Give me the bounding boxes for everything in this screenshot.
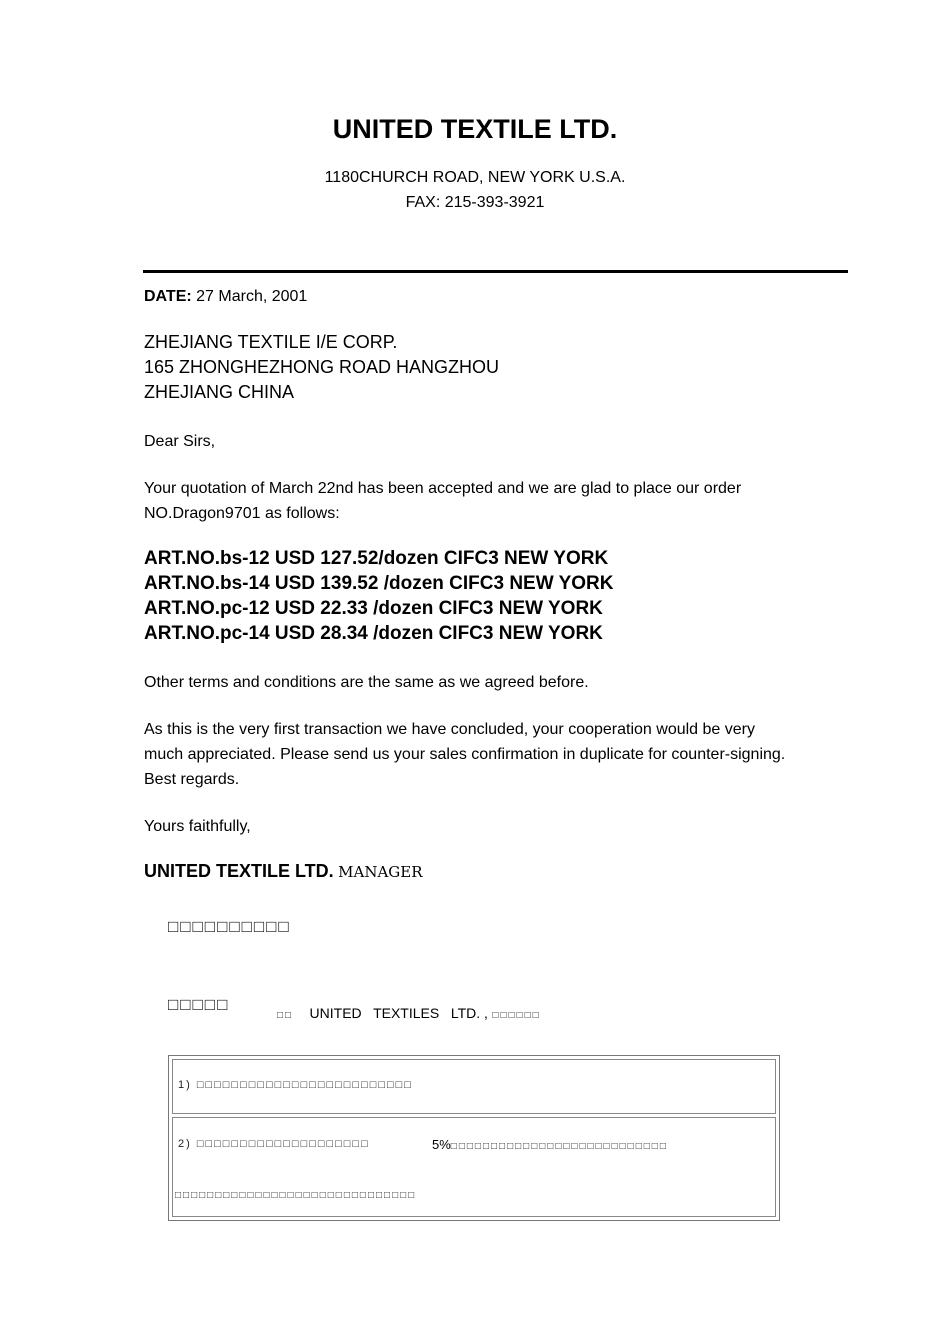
signature-company: UNITED TEXTILE LTD. bbox=[144, 861, 334, 881]
article-line: ART.NO.bs-12 USD 127.52/dozen CIFC3 NEW YORK bbox=[144, 548, 609, 569]
company-address: 1180CHURCH ROAD, NEW YORK U.S.A. bbox=[324, 169, 626, 186]
recipient-line-1: ZHEJIANG TEXTILE I/E CORP. bbox=[144, 332, 398, 352]
translation-label: □□□□□ bbox=[168, 995, 230, 1014]
translation-company: UNITED TEXTILES LTD. , bbox=[309, 1005, 488, 1021]
signature-line bbox=[144, 861, 423, 882]
closing-line-1: As this is the very first transaction we have concluded, your cooperation would be very bbox=[144, 721, 755, 738]
intro-line-1: Your quotation of March 22nd has been accepted and we are glad to place our order bbox=[144, 480, 742, 497]
translation-post: □□□□□□ bbox=[492, 1010, 541, 1021]
recipient-line-3: ZHEJIANG CHINA bbox=[144, 382, 295, 402]
translation-pre: □□ bbox=[277, 1010, 294, 1021]
terms-row-1 bbox=[172, 1059, 776, 1114]
article-line: ART.NO.pc-14 USD 28.34 /dozen CIFC3 NEW YORK bbox=[144, 623, 603, 644]
other-terms: Other terms and conditions are the same as we agreed before. bbox=[144, 674, 589, 691]
terms-row-1-text: 1) □□□□□□□□□□□□□□□□□□□□□□□□□ bbox=[178, 1079, 413, 1091]
intro-line-2: NO.Dragon9701 as follows: bbox=[144, 505, 340, 522]
terms-row-2 bbox=[172, 1117, 776, 1217]
translation-line bbox=[277, 1005, 541, 1023]
translation-heading: □□□□□□□□□□ bbox=[168, 917, 291, 936]
terms-row-2-rate bbox=[432, 1137, 668, 1152]
article-line: ART.NO.pc-12 USD 22.33 /dozen CIFC3 NEW YORK bbox=[144, 598, 603, 619]
terms-row-2-line-2: □□□□□□□□□□□□□□□□□□□□□□□□□□□□□□ bbox=[175, 1190, 417, 1201]
recipient-line-2: 165 ZHONGHEZHONG ROAD HANGZHOU bbox=[144, 357, 500, 377]
signature-title: MANAGER bbox=[338, 863, 423, 881]
closing-line-3: Best regards. bbox=[144, 771, 240, 788]
terms-row-2-text: 2) □□□□□□□□□□□□□□□□□□□□ bbox=[178, 1138, 370, 1150]
company-title: UNITED TEXTILE LTD. bbox=[332, 114, 618, 144]
date-line bbox=[144, 288, 307, 306]
terms-row-2-text-right: □□□□□□□□□□□□□□□□□□□□□□□□□□□ bbox=[450, 1141, 668, 1152]
closing-line-2: much appreciated. Please send us your sales confirmation in duplicate for counter-signing. bbox=[144, 746, 786, 763]
salutation: Dear Sirs, bbox=[144, 433, 216, 450]
date-value: 27 March, 2001 bbox=[191, 288, 308, 305]
article-line: ART.NO.bs-14 USD 139.52 /dozen CIFC3 NEW YORK bbox=[144, 573, 614, 594]
terms-table bbox=[168, 1055, 780, 1221]
terms-row-2-percent: 5% bbox=[432, 1137, 451, 1152]
valediction: Yours faithfully, bbox=[144, 818, 251, 835]
date-label: DATE: bbox=[144, 288, 192, 305]
company-fax: FAX: 215-393-3921 bbox=[405, 194, 545, 211]
header-divider bbox=[143, 270, 848, 273]
